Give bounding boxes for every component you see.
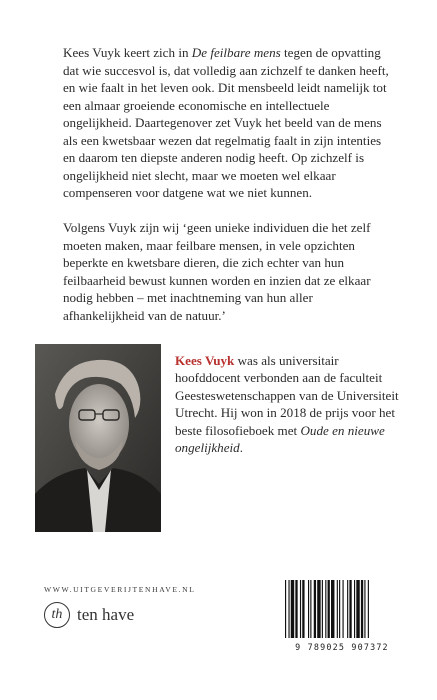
publisher-mark-icon: th bbox=[44, 602, 70, 628]
barcode-bar bbox=[328, 580, 330, 638]
barcode-bars-icon bbox=[277, 578, 407, 642]
barcode-bar bbox=[308, 580, 309, 638]
blurb-p1-body: tegen de opvatting dat wie succesvol is, dat volledig aan zichzelf te danken heeft, en wie faalt in het leven ook. Dit mensbeeld leidt namelijk tot een almaar groeiende economische en intellectuele ongelijkheid. Daartegenover zet Vuyk het beeld van de mens als een kwetsbaar wezen dat regelmatig faalt in zijn intenties en daarom ten diepste anderen nodig heeft. Op zichzelf is ongelijkheid niet slecht, maar we moeten wel elkaar compenseren voor datgene wat we niet kunnen. bbox=[63, 45, 389, 200]
barcode-bar bbox=[285, 580, 286, 638]
barcode-bar bbox=[361, 580, 363, 638]
barcode-bar bbox=[337, 580, 338, 638]
barcode-bar bbox=[325, 580, 326, 638]
barcode-bar bbox=[300, 580, 301, 638]
barcode-bar bbox=[302, 580, 304, 638]
blurb-paragraph-1 bbox=[63, 44, 393, 202]
barcode-bar bbox=[347, 580, 348, 638]
barcode-bar bbox=[356, 580, 359, 638]
barcode-bar bbox=[368, 580, 369, 638]
previous-book-title: Oude en nieuwe ongelijkheid bbox=[175, 422, 385, 456]
publisher-logo bbox=[44, 600, 134, 630]
barcode-bar bbox=[317, 580, 320, 638]
barcode-bar bbox=[364, 580, 365, 638]
barcode-bar bbox=[291, 580, 294, 638]
book-title-inline: De feilbare mens bbox=[191, 45, 281, 60]
barcode-bar bbox=[295, 580, 297, 638]
isbn-digits: 9 789025 907372 bbox=[295, 642, 389, 652]
barcode-bar bbox=[310, 580, 311, 638]
barcode-bar bbox=[339, 580, 340, 638]
barcode-bar bbox=[349, 580, 351, 638]
author-photo bbox=[35, 344, 161, 532]
isbn-barcode bbox=[277, 578, 407, 658]
barcode-bar bbox=[314, 580, 316, 638]
author-bio bbox=[175, 352, 400, 456]
author-bio-text: was als universitair hoofddocent verbonden aan de faculteit Geesteswetenschappen van de Universiteit Utrecht. Hij won in 2018 de prijs voor het beste filosofieboek met bbox=[175, 353, 399, 438]
blurb-p1-intro: Kees Vuyk keert zich in bbox=[63, 45, 192, 60]
barcode-bar bbox=[354, 580, 355, 638]
blurb-paragraph-2: Volgens Vuyk zijn wij ‘geen unieke individuen die het zelf moeten maken, maar feilbare mensen, in vele opzichten beperkte en kwetsbare dieren, die zich echter van hun feilbaarheid bewust kunnen worden en inzien dat ze elkaar nodig hebben – met inachtneming van hun aller afhankelijkheid van de natuur.’ bbox=[63, 220, 371, 323]
publisher-name: ten have bbox=[77, 605, 135, 624]
barcode-bar bbox=[288, 580, 289, 638]
author-bio-end: . bbox=[239, 440, 244, 456]
barcode-bar bbox=[343, 580, 344, 638]
barcode-bar bbox=[331, 580, 334, 638]
author-name: Kees Vuyk bbox=[175, 353, 235, 368]
blurb-text bbox=[63, 44, 393, 342]
publisher-website[interactable]: WWW.UITGEVERIJTENHAVE.NL bbox=[44, 585, 196, 594]
barcode-bar bbox=[322, 580, 323, 638]
author-portrait-image bbox=[35, 344, 161, 532]
